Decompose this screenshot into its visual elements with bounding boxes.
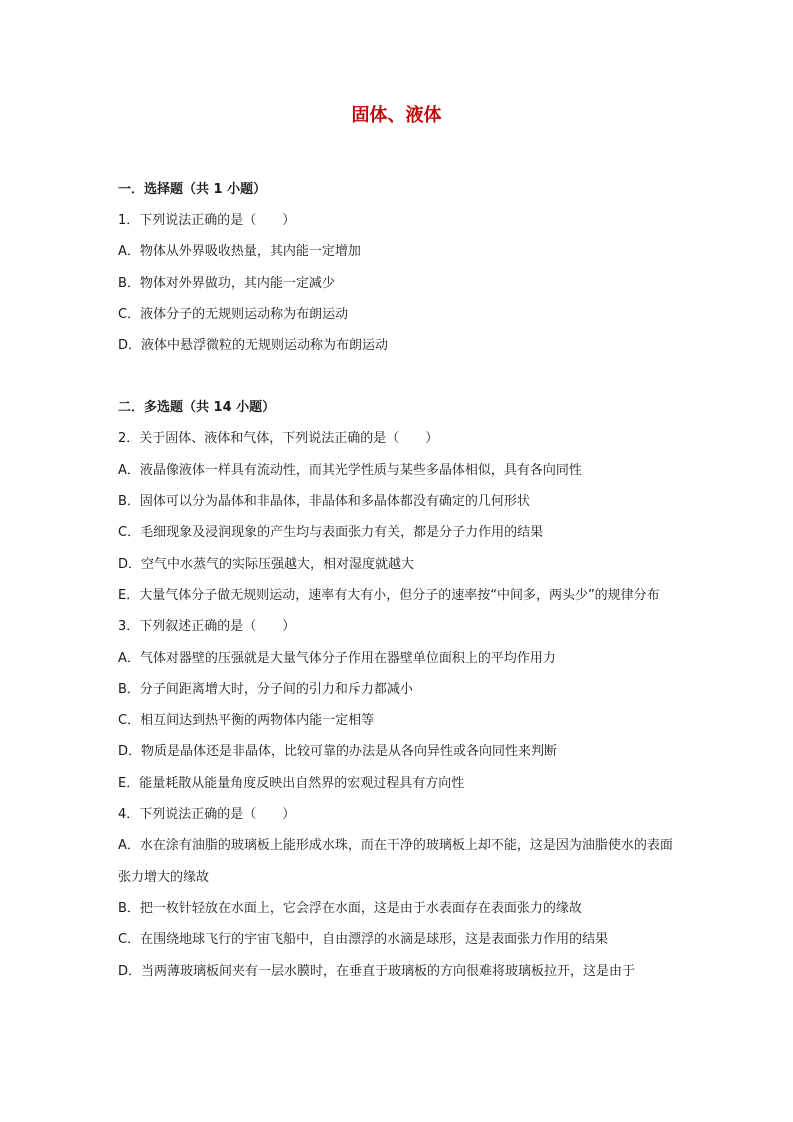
question-1 — [118, 205, 698, 361]
option-d: D．物质是晶体还是非晶体，比较可靠的办法是从各向异性或各向同性来判断 — [118, 744, 558, 760]
option-c: C．相互间达到热平衡的两物体内能一定相等 — [118, 713, 375, 729]
option-a: A．水在涂有油脂的玻璃板上能形成水珠，而在干净的玻璃板上却不能，这是因为油脂使水的表面张力增大的缘故 — [118, 838, 673, 885]
option-a: A．物体从外界吸收热量，其内能一定增加 — [118, 244, 361, 260]
question-stem: 1．下列说法正确的是（ ） — [118, 213, 296, 228]
section-heading: 二．多选题（共 14 小题） — [118, 400, 276, 416]
section-spacer — [118, 361, 698, 392]
option-c: C．毛细现象及浸润现象的产生均与表面张力有关，都是分子力作用的结果 — [118, 525, 544, 541]
option-a: A．液晶像液体一样具有流动性，而其光学性质与某些多晶体相似，具有各向同性 — [118, 462, 582, 478]
option-d: D．空气中水蒸气的实际压强越大，相对湿度就越大 — [118, 556, 415, 572]
option-e: E．大量气体分子做无规则运动，速率有大有小，但分子的速率按“中间多，两头少”的规律分布 — [118, 587, 660, 603]
question-stem: 2．关于固体、液体和气体，下列说法正确的是（ ） — [118, 431, 439, 447]
question-4 — [118, 799, 698, 987]
question-stem: 3．下列叙述正确的是（ ） — [118, 619, 296, 635]
option-c: C．在围绕地球飞行的宇宙飞船中，自由漂浮的水滴是球形，这是表面张力作用的结果 — [118, 932, 609, 948]
question-stem: 4．下列说法正确的是（ ） — [118, 807, 296, 823]
document-content — [118, 174, 698, 987]
section-choice — [118, 174, 698, 361]
option-b: B．把一枚针轻放在水面上，它会浮在水面，这是由于水表面存在表面张力的缘故 — [118, 900, 582, 916]
question-3 — [118, 611, 698, 799]
page-title: 固体、液体 — [351, 105, 442, 126]
section-heading: 一．选择题（共 1 小题） — [118, 182, 267, 197]
option-c: C．液体分子的无规则运动称为布朗运动 — [118, 306, 349, 322]
question-2 — [118, 423, 698, 611]
option-b: B．物体对外界做功，其内能一定减少 — [118, 275, 335, 291]
option-a: A．气体对器壁的压强就是大量气体分子作用在器壁单位面积上的平均作用力 — [118, 650, 556, 666]
option-b: B．分子间距离增大时，分子间的引力和斥力都减小 — [118, 681, 413, 697]
option-d: D．当两薄玻璃板间夹有一层水膜时，在垂直于玻璃板的方向很难将玻璃板拉开，这是由于 — [118, 963, 636, 979]
section-multi-choice — [118, 392, 698, 986]
option-d: D．液体中悬浮微粒的无规则运动称为布朗运动 — [118, 338, 389, 354]
option-e: E．能量耗散从能量角度反映出自然界的宏观过程具有方向性 — [118, 775, 465, 791]
option-b: B．固体可以分为晶体和非晶体，非晶体和多晶体都没有确定的几何形状 — [118, 494, 530, 510]
